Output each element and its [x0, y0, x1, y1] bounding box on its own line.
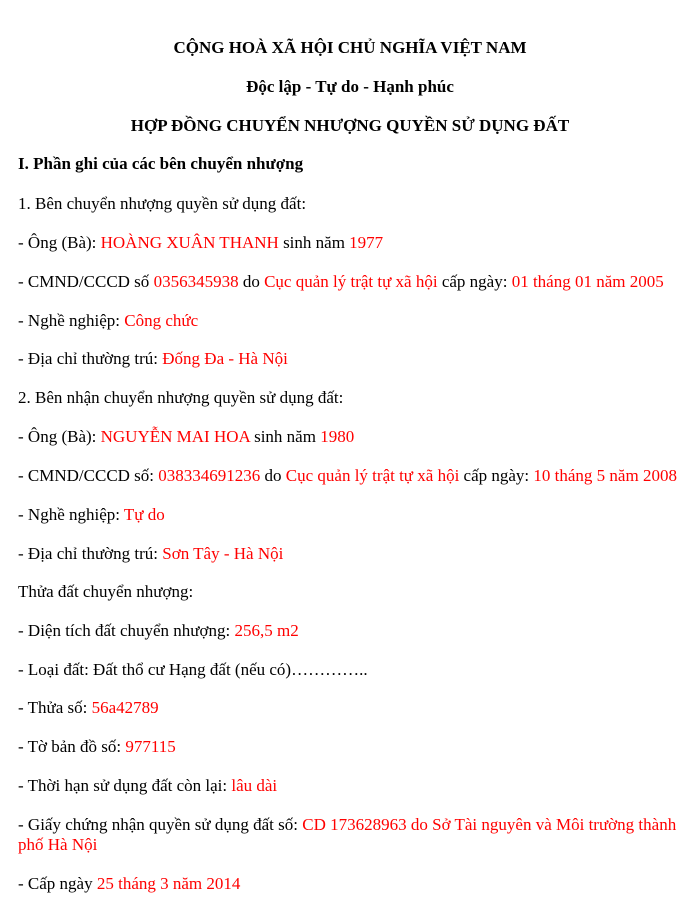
transferor-issue-date-label: cấp ngày: — [437, 272, 512, 291]
land-map-line — [18, 737, 682, 757]
land-plot-line — [18, 698, 682, 718]
land-plot: 56a42789 — [91, 698, 159, 717]
land-map-label: - Tờ bản đồ số: — [18, 737, 126, 756]
transferor-issue-date: 01 tháng 01 năm 2005 — [511, 272, 664, 291]
transferor-job-label: - Nghề nghiệp: — [18, 311, 125, 330]
land-cert-date-label: - Cấp ngày — [18, 874, 97, 893]
transferee-issued-by-label: do — [260, 466, 286, 485]
land-term-line — [18, 776, 682, 796]
transferor-address-label: - Địa chỉ thường trú: — [18, 349, 163, 368]
section-title: I. Phần ghi của các bên chuyển nhượng — [18, 154, 304, 173]
transferor-issued-by-label: do — [238, 272, 265, 291]
transferor-job-line — [18, 311, 682, 331]
transferor-born-label: sinh năm — [278, 233, 350, 252]
land-map: 977115 — [125, 737, 176, 756]
transferee-name: NGUYỄN MAI HOA — [100, 427, 250, 446]
transferor-address-line — [18, 349, 682, 369]
transferor-name-line — [18, 233, 682, 253]
land-plot-label: - Thửa số: — [18, 698, 92, 717]
transferor-name-label: - Ông (Bà): — [18, 233, 101, 252]
transferee-id-label: - CMND/CCCD số: — [18, 466, 159, 485]
land-cert-date: 25 tháng 3 năm 2014 — [96, 874, 241, 893]
transferee-issue-date-label: cấp ngày: — [459, 466, 534, 485]
transferee-heading: 2. Bên nhận chuyển nhượng quyền sử dụng đất: — [18, 388, 344, 407]
transferor-job: Công chức — [124, 311, 199, 330]
transferee-job-line — [18, 505, 682, 525]
transferor-id-label: - CMND/CCCD số — [18, 272, 154, 291]
transferee-born-year: 1980 — [320, 427, 355, 446]
transferee-id-line — [18, 466, 682, 486]
transferee-job-label: - Nghề nghiệp: — [18, 505, 124, 524]
land-heading: Thửa đất chuyển nhượng: — [18, 582, 194, 601]
transferee-issued-by: Cục quản lý trật tự xã hội — [285, 466, 460, 485]
land-cert: CD 173628963 do Sở Tài nguyên và Môi trường thành phố Hà Nội — [18, 815, 677, 854]
transferee-job: Tự do — [123, 505, 165, 524]
transferee-issue-date: 10 tháng 5 năm 2008 — [533, 466, 677, 485]
transferee-address: Sơn Tây - Hà Nội — [162, 544, 284, 563]
transferor-issued-by: Cục quản lý trật tự xã hội — [264, 272, 438, 291]
land-type-line: - Loại đất: Đất thổ cư Hạng đất (nếu có)………….. — [18, 660, 368, 679]
transferor-born-year: 1977 — [349, 233, 384, 252]
land-cert-label: - Giấy chứng nhận quyền sử dụng đất số: — [18, 815, 303, 834]
land-cert-date-line — [18, 874, 682, 894]
transferee-address-line — [18, 544, 682, 564]
transferor-name: HOÀNG XUÂN THANH — [100, 233, 279, 252]
transferor-id-line — [18, 272, 682, 292]
transferor-id-number: 0356345938 — [153, 272, 239, 291]
land-area-line — [18, 621, 682, 641]
transferor-heading: 1. Bên chuyển nhượng quyền sử dụng đất: — [18, 194, 307, 213]
land-area: 256,5 m2 — [234, 621, 299, 640]
transferee-name-line — [18, 427, 682, 447]
motto-heading: Độc lập - Tự do - Hạnh phúc — [246, 77, 454, 96]
transferor-address: Đống Đa - Hà Nội — [162, 349, 288, 368]
country-heading: CỘNG HOÀ XÃ HỘI CHỦ NGHĨA VIỆT NAM — [173, 38, 527, 57]
transferee-address-label: - Địa chỉ thường trú: — [18, 544, 163, 563]
transferee-name-label: - Ông (Bà): — [18, 427, 101, 446]
land-term-label: - Thời hạn sử dụng đất còn lại: — [18, 776, 232, 795]
land-area-label: - Diện tích đất chuyển nhượng: — [18, 621, 235, 640]
transferee-born-label: sinh năm — [249, 427, 321, 446]
land-term: lâu dài — [231, 776, 278, 795]
transferee-id-number: 038334691236 — [158, 466, 261, 485]
land-cert-line — [18, 815, 682, 855]
contract-title: HỢP ĐỒNG CHUYỂN NHƯỢNG QUYỀN SỬ DỤNG ĐẤT — [130, 116, 570, 135]
